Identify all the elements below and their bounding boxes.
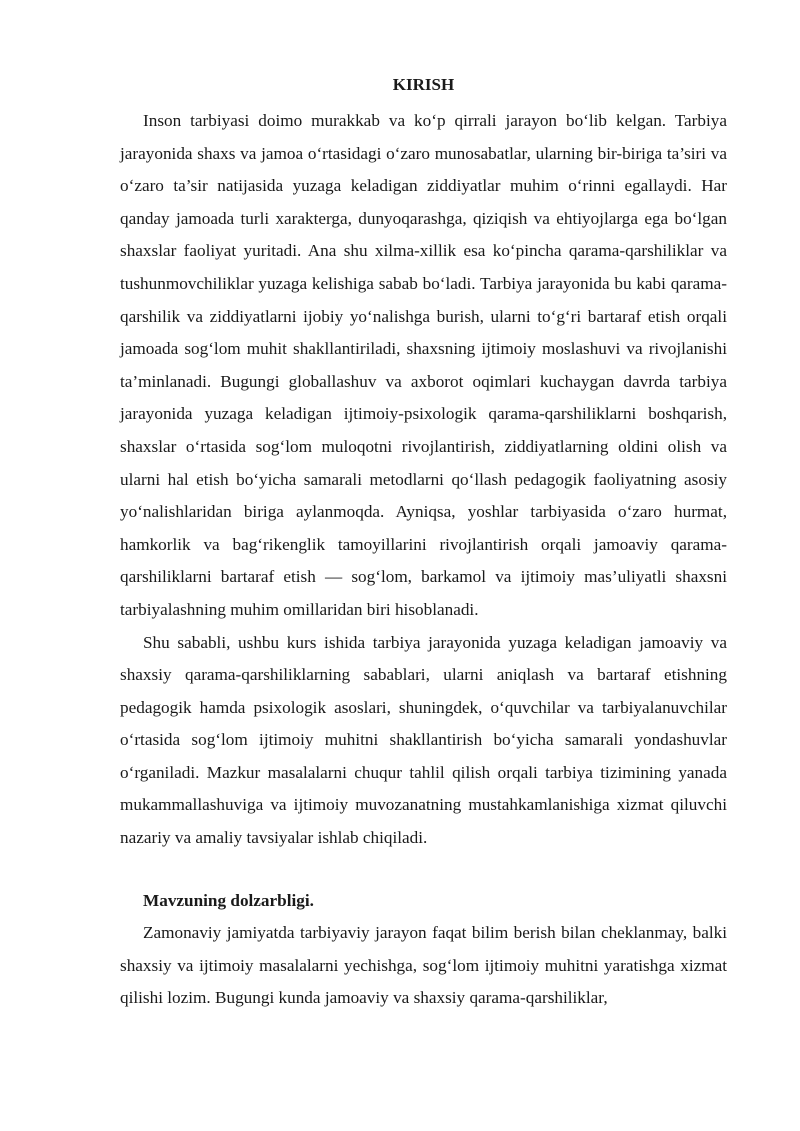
intro-paragraph-2: Shu sababli, ushbu kurs ishida tarbiya jarayonida yuzaga keladigan jamoaviy va shaxsiy qarama-qarshiliklarning sabablari, ularni aniqlash va bartaraf etishning pedagogik hamda psixologik asoslari, shuningdek, o‘quvchilar va tarbiyalanuvchilar o‘rtasida sog‘lom ijtimoiy muhitni shakllantirish bo‘yicha samarali yondashuvlar o‘rganiladi. Mazkur masalalarni chuqur tahlil qilish orqali tarbiya tizimining yanada mukammallashuviga va ijtimoiy muvozanatning mustahkamlanishiga xizmat qiluvchi nazariy va amaliy tavsiyalar ishlab chiqiladi.: [120, 632, 727, 848]
section-heading: Mavzuning dolzarbligi.: [143, 890, 314, 910]
page-title: KIRISH: [392, 75, 455, 94]
intro-paragraph-1: Inson tarbiyasi doimo murakkab va ko‘p qirrali jarayon bo‘lib kelgan. Tarbiya jarayonida shaxs va jamoa o‘rtasidagi o‘zaro munosabatlar, ularning bir-biriga ta’siri va o‘zaro ta’sir natijasida yuzaga keladigan ziddiyatlar muhim o‘rinni egallaydi. Har qanday jamoada turli xarakterga, dunyoqarashga, qiziqish va ehtiyojlarga ega bo‘lgan shaxslar faoliyat yuritadi. Ana shu xilma-xillik esa ko‘pincha qarama-qarshiliklar va tushunmovchiliklar yuzaga kelishiga sabab bo‘ladi. Tarbiya jarayonida bu kabi qarama-qarshilik va ziddiyatlarni ijobiy yo‘nalishga burish, ularni to‘g‘ri bartaraf etish orqali jamoada sog‘lom muhit shakllantiriladi, shaxsning ijtimoiy moslashuvi va rivojlanishi ta’minlanadi. Bugungi globallashuv va axborot oqimlari kuchaygan davrda tarbiya jarayonida yuzaga keladigan ijtimoiy-psixologik qarama-qarshiliklarni boshqarish, shaxslar o‘rtasida sog‘lom muloqotni rivojlantirish, ziddiyatlarning oldini olish va ularni hal etish bo‘yicha samarali metodlarni qo‘llash pedagogik faoliyatning asosiy yo‘nalishlaridan biriga aylanmoqda. Ayniqsa, yoshlar tarbiyasida o‘zaro hurmat, hamkorlik va bag‘rikenglik tamoyillarini rivojlantirish orqali jamoaviy qarama-qarshiliklarni bartaraf etish — sog‘lom, barkamol va ijtimoiy mas’uliyatli shaxsni tarbiyalashning muhim omillaridan biri hisoblanadi.: [120, 111, 727, 619]
section-paragraph: Zamonaviy jamiyatda tarbiyaviy jarayon faqat bilim berish bilan cheklanmay, balki shaxsiy va ijtimoiy masalalarni yechishga, sog‘lom ijtimoiy muhitni yaratishga xizmat qilishi lozim. Bugungi kunda jamoaviy va shaxsiy qarama-qarshiliklar,: [120, 923, 727, 1008]
document-page: [120, 74, 727, 1015]
